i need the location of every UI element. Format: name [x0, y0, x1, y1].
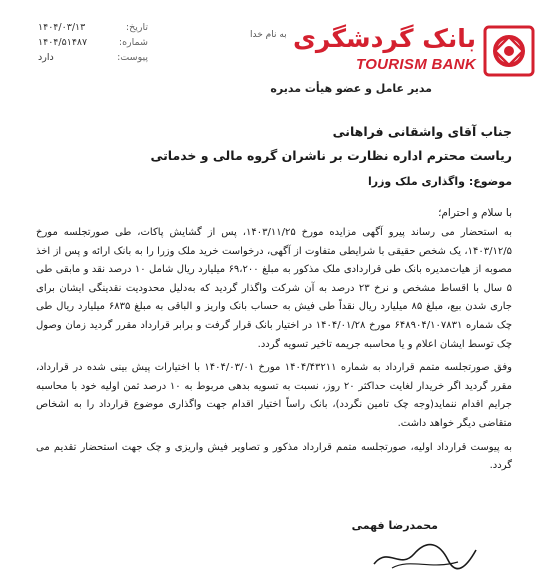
bank-name-en: TOURISM BANK	[356, 56, 476, 73]
number-label: شماره:	[118, 37, 148, 48]
signatory-name: محمدرضا فهمی	[351, 519, 438, 532]
attachment-label: پیوست:	[117, 52, 148, 63]
recipient-title: ریاست محترم اداره نظارت بر ناشران گروه مالی و خدماتی	[150, 148, 512, 163]
date-row	[38, 22, 148, 37]
basmala: به نام خدا	[250, 30, 287, 40]
attachment-value: دارد	[38, 52, 54, 63]
handwritten-signature	[370, 540, 480, 572]
tourism-bank-logo	[293, 22, 536, 82]
number-value: ۱۴۰۴/۵۱۴۸۷	[38, 37, 88, 48]
date-label: تاریخ:	[125, 22, 148, 33]
body-paragraph-1: به استحضار می رساند پیرو آگهی مزایده مورخ ۱۴۰۳/۱۱/۲۵، پس از گشایش پاکات، طی صورتجلسه مورخ ۱۴۰۳/۱۲/۵، یک شخص حقیقی با شرایطی متفاوت از آگهی، درخواست خرید ملک وزرا را به بانک ارائه و پس از اخذ مصوبه از هیات‌مدیره بانک طی قراردادی ملک مذکور به مبلغ ۶۹،۲۰۰ میلیارد ریال شامل ۱۰ درصد نقد و مابقی طی ۵ سال با اقساط مشخص و نرخ ۲۳ درصد به آن شرکت واگذار گردید که به‌دلیل محدودیت نقدینگی ایشان برای جاری شدن بیع، مبلغ ۸۵ میلیارد ریال نقداً طی فیش به حساب بانک واریز و الباقی به مبلغ ۶۸۳۵ میلیارد ریال طی چک شماره ۶۴۸۹۰۴/۱۰۷۸۳۱ مورخ ۱۴۰۴/۰۱/۲۸ در اختیار بانک قرار گرفت و برابر قرارداد مقرر گردید زمان وصول چک توسط ایشان اعلام و یا محاسبه جریمه تاخیر تسویه گردد.	[36, 227, 513, 350]
letter-meta	[38, 22, 148, 67]
letter-body	[36, 224, 512, 481]
subject-line: موضوع: واگذاری ملک وزرا	[367, 175, 512, 188]
managing-director-title: مدیر عامل و عضو هیأت مدیره	[270, 82, 432, 95]
bank-logo-icon	[482, 24, 536, 78]
body-paragraph-3: به پیوست قرارداد اولیه، صورتجلسه متمم قرارداد مذکور و تصاویر فیش واریزی و چک جهت استحضار تقدیم می گردد.	[36, 441, 512, 472]
body-paragraph-2: وفق صورتجلسه متمم قرارداد به شماره ۱۴۰۴/۴۳۲۱۱ مورخ ۱۴۰۴/۰۳/۰۱ با اختیارات پیش بینی شده در قرارداد، مقرر گردید اگر خریدار لغایت حداکثر ۲۰ روز، نسبت به تسویه بدهی مربوط به ۱۰ درصد ثمن اولیه خود با محاسبه جرایم اقدام ننماید(وجه چک تامین نگردد)، بانک راساً اختیار اقدام جهت واگذاری موضوع قرارداد را به اشخاص متقاضی دیگر خواهد داشت.	[36, 362, 512, 429]
recipient-name: جناب آقای واشقانی فراهانی	[332, 124, 512, 139]
recipient-block	[150, 120, 512, 168]
number-row	[38, 37, 148, 52]
greeting: با سلام و احترام؛	[438, 207, 512, 219]
date-value: ۱۴۰۴/۰۳/۱۳	[38, 22, 86, 33]
attachment-row	[38, 52, 148, 67]
bank-name-fa: بانک گردشگری	[293, 24, 476, 53]
